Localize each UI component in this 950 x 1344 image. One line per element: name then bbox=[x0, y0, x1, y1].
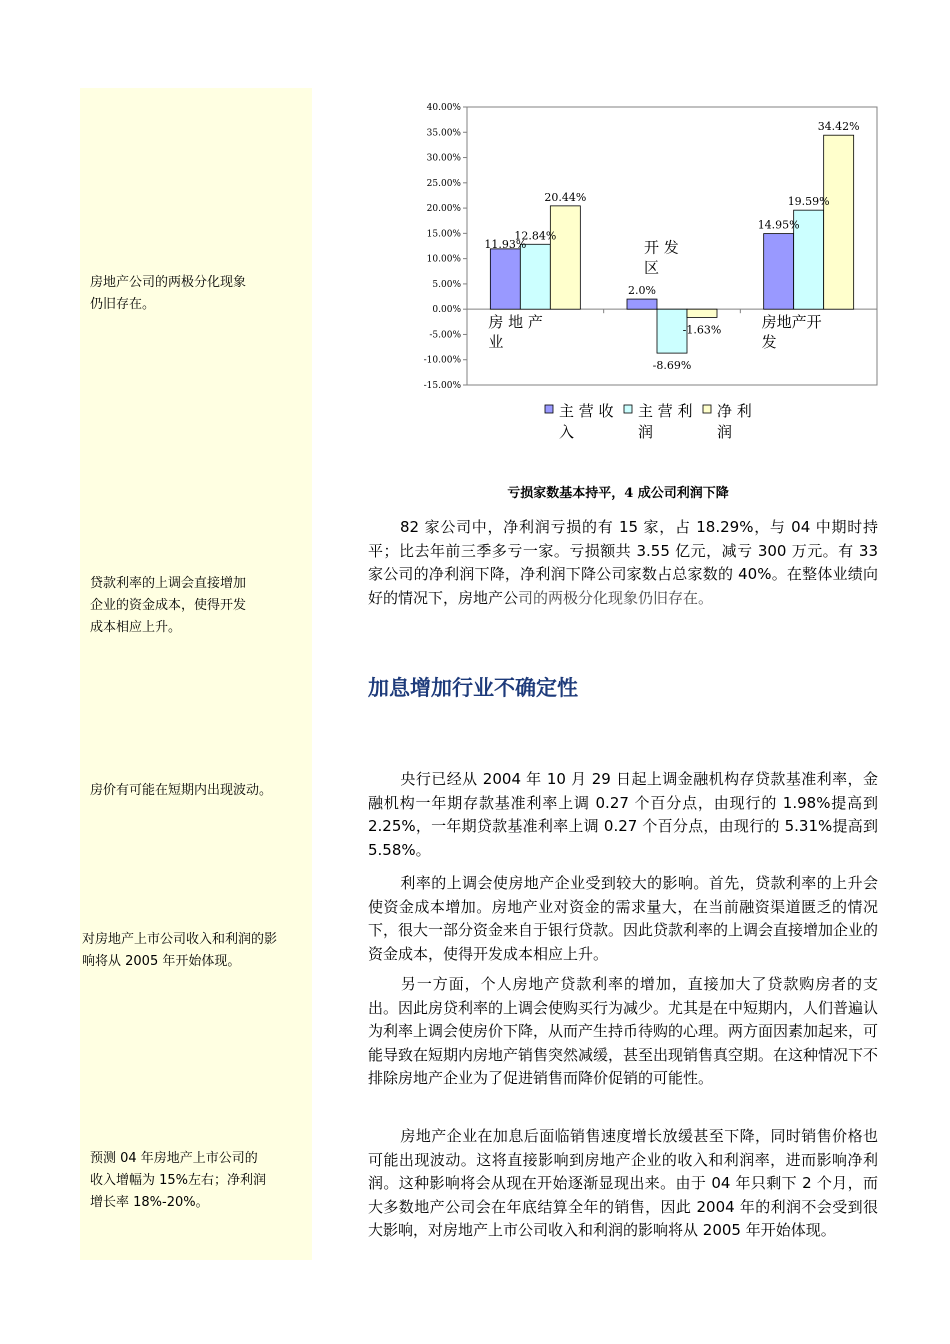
y-tick-label: 15.00% bbox=[426, 229, 461, 240]
data-label: 20.44% bbox=[544, 190, 587, 204]
data-label: 14.95% bbox=[757, 218, 800, 232]
y-tick-label: 20.00% bbox=[426, 204, 461, 215]
chart-caption: 亏损家数基本持平，4 成公司利润下降 bbox=[507, 486, 729, 501]
legend-swatch bbox=[624, 405, 632, 413]
paragraph-mortgage bbox=[368, 973, 878, 1091]
y-tick-label: 5.00% bbox=[432, 279, 461, 290]
bar-2-2 bbox=[824, 135, 854, 309]
paragraph-capital-cost bbox=[368, 872, 878, 966]
paragraph-capital-cost-text: 利率的上调会使房地产企业受到较大的影响。首先，贷款利率的上升会使资金成本增加。房地产业对资金的需求量大，在当前融资渠道匮乏的情况下，很大一部分资金来自于银行贷款。因此贷款利率的上调会直接增加企业的资金成本，使得开发成本相应上升。 bbox=[368, 874, 879, 963]
bar-2-1 bbox=[687, 309, 717, 317]
chart-svg bbox=[410, 95, 900, 455]
category-label: 房地产开发 bbox=[761, 312, 822, 351]
bar-0-2 bbox=[764, 234, 794, 310]
data-label: 34.42% bbox=[817, 120, 860, 134]
category-label: 开 发区 bbox=[644, 238, 679, 277]
y-tick-label: 0.00% bbox=[432, 305, 461, 316]
legend-label: 主 营 收入 bbox=[559, 402, 614, 441]
y-tick-label: 40.00% bbox=[426, 103, 461, 113]
legend-label: 净 利润 bbox=[717, 402, 752, 441]
paragraph-sales-impact-text: 房地产企业在加息后面临销售速度增长放缓甚至下降，同时销售价格也可能出现波动。这将直接影响到房地产企业的收入和利润率，进而影响净利润。这种影响将会从现在开始逐渐显现出来。由于 04 年只剩下 2 个月，而大多数地产公司会在年底结算全年的销售，因此 2004 年的利润不会受到很大影响，对房地产上市公司收入和利润的影响将从 2005 年开始体现。 bbox=[368, 1127, 878, 1239]
category-label: 房 地 产业 bbox=[488, 312, 543, 351]
y-tick-label: 30.00% bbox=[426, 153, 461, 164]
y-tick-label: -10.00% bbox=[423, 355, 461, 366]
bar-0-0 bbox=[490, 249, 520, 309]
paragraph-rate-hike-text: 央行已经从 2004 年 10 月 29 日起上调金融机构存贷款基准利率，金融机构一年期存款基准利率上调 0.27 个百分点，由现行的 1.98%提高到 2.25%，一年期贷款基准利率上调 0.27 个百分点，由现行的 5.31%提高到 5.58%。 bbox=[368, 770, 878, 859]
data-label: 11.93% bbox=[484, 237, 527, 251]
y-tick-label: 10.00% bbox=[426, 254, 461, 265]
data-label: 19.59% bbox=[787, 195, 830, 209]
paragraph-sales-impact bbox=[368, 1125, 878, 1243]
y-tick-label: -5.00% bbox=[429, 330, 461, 341]
data-label: -1.63% bbox=[682, 323, 722, 337]
sidebar-note-forecast: 预测 04 年房地产上市公司的 收入增幅为 15%左右；净利润 增长率 18%-20%。 bbox=[90, 1151, 267, 1210]
bar-1-0 bbox=[520, 244, 550, 309]
bar-2-0 bbox=[550, 206, 580, 309]
legend-swatch bbox=[703, 405, 711, 413]
data-label: -8.69% bbox=[652, 359, 692, 373]
y-tick-label: 25.00% bbox=[426, 178, 461, 189]
data-label: 12.84% bbox=[514, 229, 557, 243]
sidebar-note-loan-rate: 贷款利率的上调会直接增加 企业的资金成本，使得开发 成本相应上升。 bbox=[90, 576, 247, 635]
data-label: 2.0% bbox=[628, 284, 656, 298]
sidebar-note-impact-2005: 对房地产上市公司收入和利润的影 响将从 2005 年开始体现。 bbox=[82, 932, 278, 969]
sidebar-note-price-fluctuation: 房价有可能在短期内出现波动。 bbox=[90, 783, 273, 798]
sidebar-notes-panel bbox=[80, 88, 312, 1260]
paragraph-rate-hike bbox=[368, 768, 878, 862]
paragraph-losses-main: 82 家公司中，净利润亏损的有 15 家，占 18.29%，与 04 中期时持平；比去年前三季多亏一家。亏损额共 3.55 亿元，减亏 300 万元。有 33 家公司的净利润下降，净利润下降公司家数占总家数的 40%。在整体业绩向好的情况下，房地产公 bbox=[368, 518, 878, 607]
y-tick-label: -15.00% bbox=[423, 381, 461, 391]
section-heading: 加息增加行业不确定性 bbox=[368, 676, 578, 700]
sidebar-note-polarization: 房地产公司的两极分化现象 仍旧存在。 bbox=[90, 275, 247, 312]
growth-bar-chart bbox=[410, 95, 900, 455]
legend-label: 主 营 利润 bbox=[638, 402, 693, 441]
paragraph-losses bbox=[368, 516, 878, 610]
y-tick-label: 35.00% bbox=[426, 128, 461, 139]
legend-swatch bbox=[545, 405, 553, 413]
paragraph-mortgage-text: 另一方面，个人房地产贷款利率的增加，直接加大了贷款购房者的支出。因此房贷利率的上调会使购买行为减少。尤其是在中短期内，人们普遍认为利率上调会使房价下降，从而产生持币待购的心理。两方面因素加起来，可能导致在短期内房地产销售突然减缓，甚至出现销售真空期。在这种情况下不排除房地产企业为了促进销售而降价促销的可能性。 bbox=[368, 975, 879, 1087]
paragraph-losses-tail: 司的两极分化现象仍旧存在。 bbox=[518, 588, 714, 607]
bar-0-1 bbox=[627, 299, 657, 309]
